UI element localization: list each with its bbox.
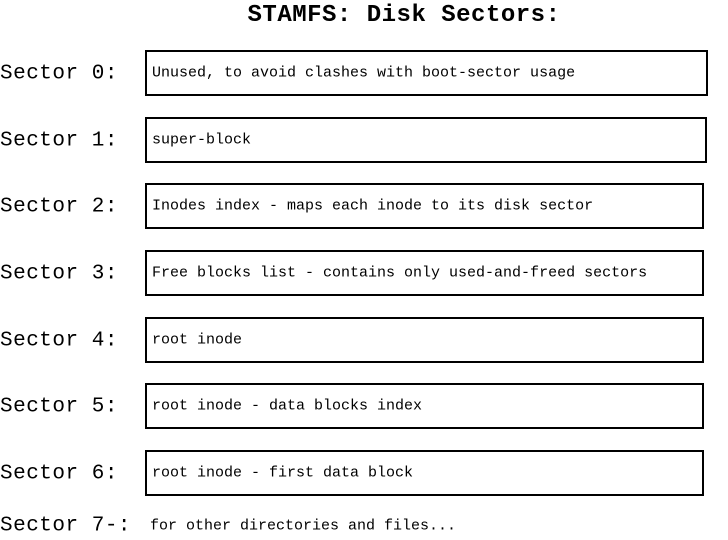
sector-description: root inode - first data block <box>152 464 414 482</box>
sector-label: Sector 0: <box>0 62 118 86</box>
sector-description: root inode - data blocks index <box>152 397 423 415</box>
sector-description: root inode <box>152 331 243 349</box>
sector-label: Sector 5: <box>0 395 118 419</box>
sector-label: Sector 4: <box>0 329 118 353</box>
sector-box <box>145 50 708 96</box>
sector-description: Free blocks list - contains only used-and-freed sectors <box>152 264 648 282</box>
sector-label: Sector 6: <box>0 462 118 486</box>
sector-description: super-block <box>152 131 252 149</box>
sector-label: Sector 7-: <box>0 514 132 538</box>
sector-box <box>145 317 704 363</box>
sector-box <box>145 450 704 496</box>
sector-box <box>145 183 704 229</box>
sector-description: Unused, to avoid clashes with boot-sector usage <box>152 64 576 82</box>
sector-description: for other directories and files... <box>150 517 457 535</box>
sector-box <box>145 117 707 163</box>
sector-box <box>145 250 704 296</box>
sector-label: Sector 2: <box>0 195 118 219</box>
sector-box <box>145 383 704 429</box>
sector-label: Sector 1: <box>0 129 118 153</box>
diagram-title: STAMFS: Disk Sectors: <box>247 2 561 29</box>
sector-description: Inodes index - maps each inode to its disk sector <box>152 197 594 215</box>
sector-label: Sector 3: <box>0 262 118 286</box>
